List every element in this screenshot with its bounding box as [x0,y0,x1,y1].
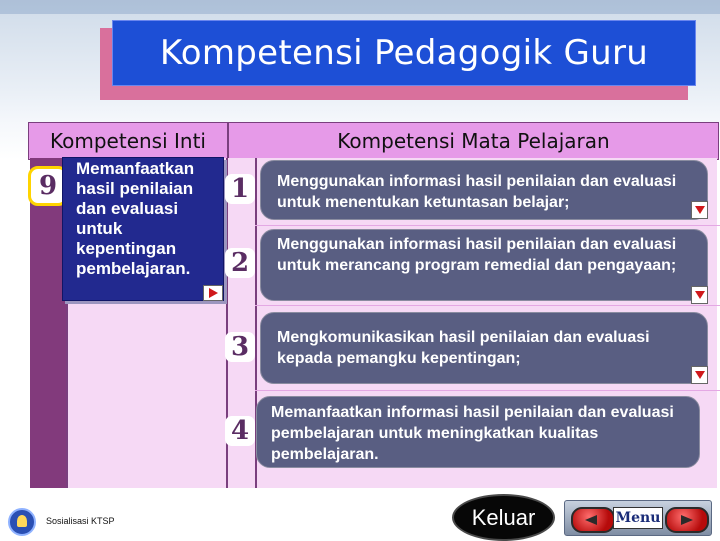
arrow-down-icon[interactable] [691,286,708,304]
competency-item-text: Menggunakan informasi hasil penilaian dan evaluasi untuk menentukan ketuntasan belajar; [277,173,677,211]
navigation-bar [564,500,712,536]
competency-item-text: Mengkomunikasikan hasil penilaian dan evaluasi kepada pemangku kepentingan; [277,329,650,367]
footer-label: Sosialisasi KTSP [46,516,115,526]
competency-item [260,229,708,301]
competency-item [256,396,700,468]
nav-prev-icon[interactable] [571,507,615,533]
menu-button[interactable]: Menu [613,507,663,529]
core-number-badge: 9 [28,166,68,206]
left-accent-column [30,158,66,488]
item-number-badge: 1 [225,174,255,204]
row-divider [255,390,720,391]
row-divider [255,305,720,306]
nav-next-icon[interactable] [665,507,709,533]
exit-button[interactable]: Keluar [452,494,555,541]
core-competency-text: Memanfaatkan hasil penilaian dan evaluasi untuk kepentingan pembelajaran. [76,159,195,278]
competency-item-text: Memanfaatkan informasi hasil penilaian dan evaluasi pembelajaran untuk meningkatkan kualitas pembelajaran. [271,404,674,463]
competency-item [260,312,708,384]
header-core-competency: Kompetensi Inti [28,122,228,160]
competency-item [260,160,708,220]
item-number-badge: 2 [225,248,255,278]
arrow-down-icon[interactable] [691,366,708,384]
slide-title: Kompetensi Pedagogik Guru [112,20,696,86]
item-number-badge: 3 [225,332,255,362]
item-number-badge: 4 [225,416,255,446]
competency-item-text: Menggunakan informasi hasil penilaian dan evaluasi untuk merancang program remedial dan pengayaan; [277,236,677,274]
top-strip [0,0,720,14]
arrow-right-icon[interactable] [203,285,223,301]
header-subject-competency: Kompetensi Mata Pelajaran [228,122,719,160]
arrow-down-icon[interactable] [691,201,708,219]
row-divider [255,225,720,226]
logo-icon [8,508,36,536]
